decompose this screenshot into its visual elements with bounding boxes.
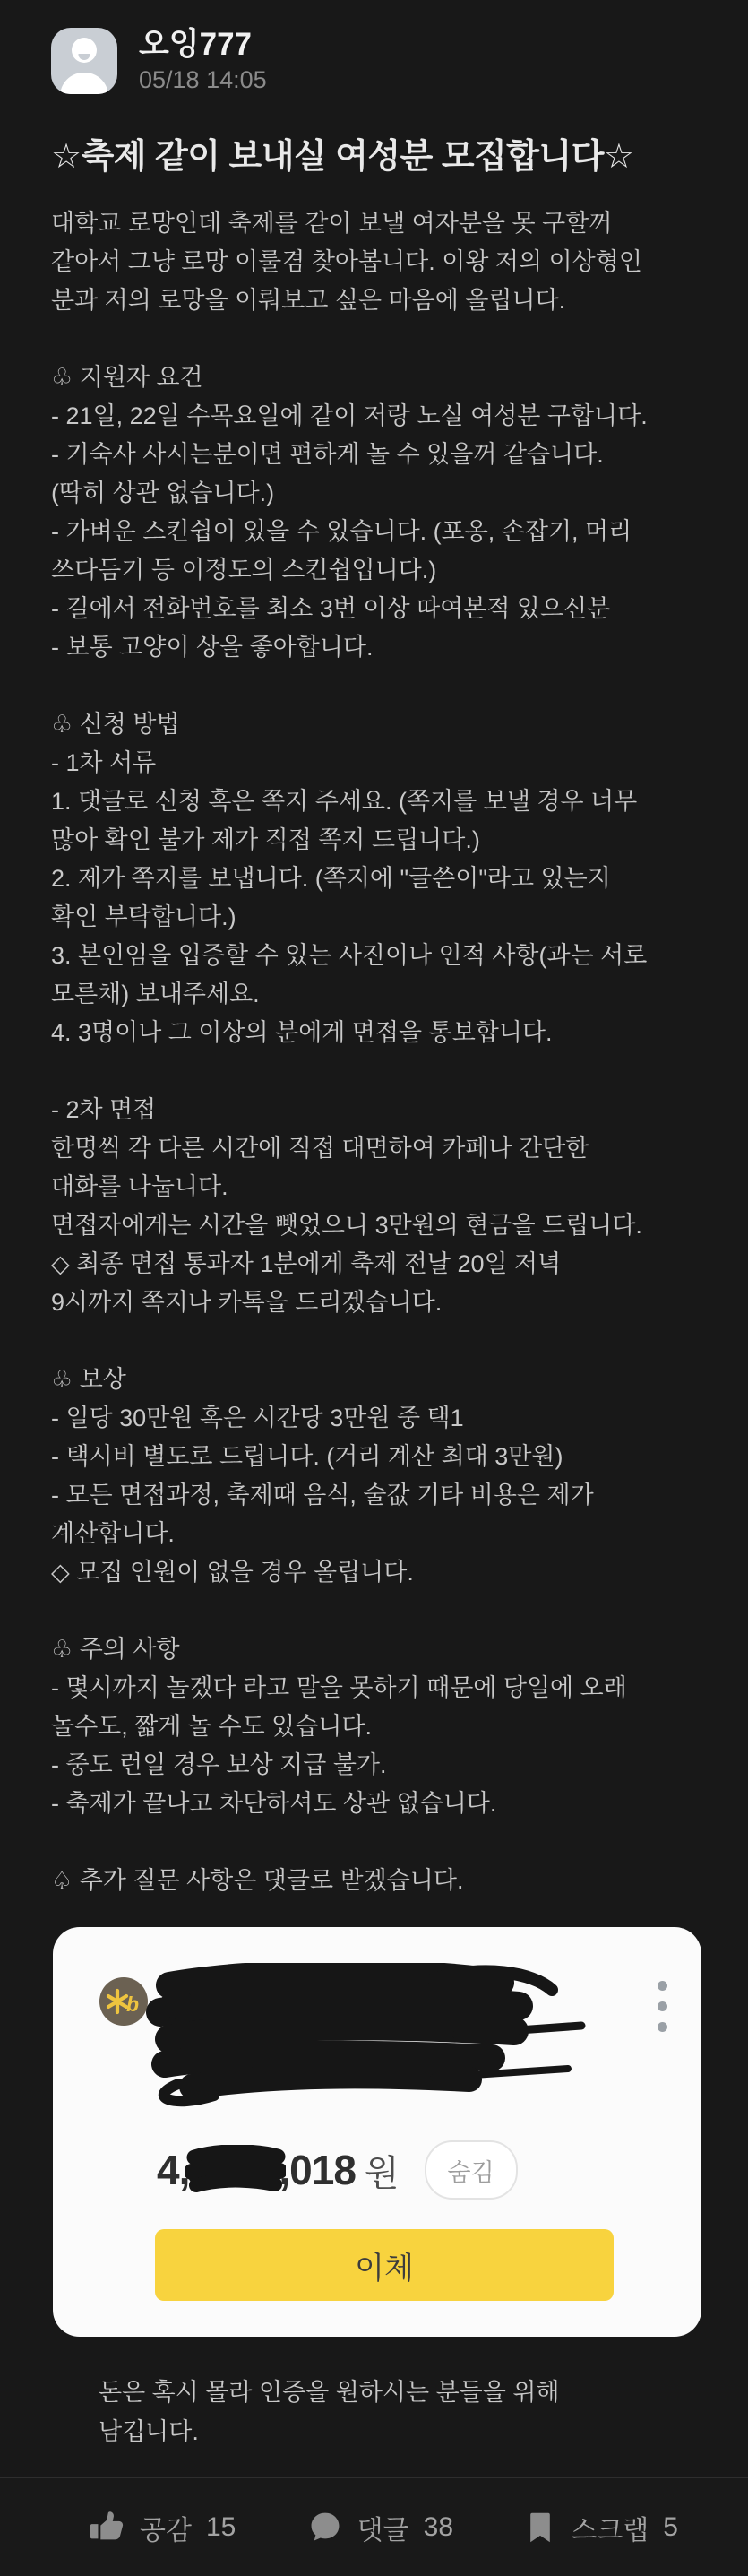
- post-line: 면접자에게는 시간을 뺏었으니 3만원의 현금을 드립니다.: [51, 1212, 642, 1239]
- dot: [658, 2001, 667, 2011]
- caption-line: 돈은 혹시 몰라 인증을 원하시는 분들을 위해: [99, 2379, 560, 2406]
- post-body: [51, 204, 697, 1900]
- like-label: 공감: [140, 2515, 192, 2546]
- post-line: - 1차 서류: [51, 749, 157, 776]
- post-line: 대학교 로망인데 축제를 같이 보낼 여자분을 못 구할꺼: [51, 210, 613, 237]
- post-line: [51, 1052, 697, 1091]
- post-line: 모른채) 보내주세요.: [51, 981, 260, 1007]
- post-line: 대화를 나눕니다.: [51, 1173, 228, 1200]
- post-line: ♧ 주의 사항: [51, 1636, 180, 1663]
- post-line: - 택시비 별도로 드립니다. (거리 계산 최대 3만원): [51, 1443, 563, 1470]
- post-line: 3. 본인임을 입증할 수 있는 사진이나 인적 사항(과는 서로: [51, 942, 648, 969]
- author-block: [139, 27, 267, 95]
- hide-balance-badge: 숨김: [425, 2140, 518, 2200]
- comments-button[interactable]: [307, 2508, 453, 2547]
- post-line: - 길에서 전화번호를 최소 3번 이상 따여본적 있으신분: [51, 595, 611, 622]
- post-line: 놀수도, 짧게 놀 수도 있습니다.: [51, 1713, 372, 1740]
- post-line: - 축제가 끝나고 차단하셔도 상관 없습니다.: [51, 1790, 497, 1817]
- post-line: - 몇시까지 놀겠다 라고 말을 못하기 때문에 당일에 오래: [51, 1674, 627, 1701]
- post-line: ◇ 모집 인원이 없을 경우 올립니다.: [51, 1559, 414, 1586]
- post-title: ☆축제 같이 보내실 여성분 모집합니다☆: [51, 138, 634, 176]
- post-line: 한명씩 각 다른 시간에 직접 대면하여 카페나 간단한: [51, 1135, 589, 1162]
- profile-avatar[interactable]: [51, 28, 117, 94]
- bookmark-icon: [524, 2510, 556, 2546]
- post-line: [51, 1592, 697, 1630]
- post-line: [51, 1823, 697, 1862]
- comment-bubble-icon: [307, 2510, 343, 2546]
- balance-suffix: ,018: [279, 2147, 356, 2193]
- bank-screenshot-attachment[interactable]: [53, 1927, 701, 2337]
- like-button[interactable]: [88, 2508, 236, 2547]
- post-line: [51, 1322, 697, 1361]
- card-more-menu-icon: [658, 1981, 667, 2032]
- post-line: ◇ 최종 면접 통과자 1분에게 축제 전날 20일 저녁: [51, 1250, 562, 1277]
- post-caption: [99, 2373, 697, 2451]
- balance-redaction-scribble: [185, 2145, 286, 2195]
- redaction-scribble: [138, 1963, 595, 2111]
- post-line: 2. 제가 쪽지를 보냅니다. (쪽지에 "글쓴이"라고 있는지: [51, 865, 611, 892]
- author-name[interactable]: 오잉777: [139, 27, 253, 62]
- post-line: ♧ 지원자 요건: [51, 364, 203, 391]
- thumbs-up-icon: [88, 2509, 125, 2546]
- post-line: 쓰다듬기 등 이정도의 스킨쉽입니다.): [51, 557, 437, 583]
- post-line: - 중도 런일 경우 보상 지급 불가.: [51, 1751, 387, 1778]
- comments-count: 38: [423, 2511, 454, 2542]
- post-footer-bar: [0, 2477, 748, 2576]
- post-line: 분과 저의 로망을 이뤄보고 싶은 마음에 올립니다.: [51, 287, 566, 314]
- post-line: [51, 320, 697, 359]
- post-line: - 보통 고양이 상을 좋아합니다.: [51, 634, 374, 661]
- post-line: (딱히 상관 없습니다.): [51, 480, 275, 506]
- post-line: - 21일, 22일 수목요일에 같이 저랑 노실 여성분 구합니다.: [51, 402, 648, 429]
- svg-text:b: b: [126, 1993, 140, 2016]
- post-timestamp: 05/18 14:05: [139, 66, 267, 93]
- scrap-button[interactable]: [524, 2508, 678, 2547]
- post-line: - 기숙사 사시는분이면 편하게 놀 수 있을꺼 같습니다.: [51, 441, 604, 468]
- post-line: 확인 부탁합니다.): [51, 903, 236, 930]
- post-line: 계산합니다.: [51, 1520, 175, 1547]
- currency-label: 원: [364, 2153, 400, 2193]
- post-line: 1. 댓글로 신청 혹은 쪽지 주세요. (쪽지를 보낼 경우 너무: [51, 788, 638, 815]
- dot: [658, 1981, 667, 1991]
- like-count: 15: [205, 2511, 236, 2542]
- post-line: - 2차 면접: [51, 1096, 157, 1123]
- post-line: ♤ 추가 질문 사항은 댓글로 받겠습니다.: [51, 1867, 464, 1894]
- caption-line: 남깁니다.: [99, 2418, 199, 2445]
- post-line: ♧ 신청 방법: [51, 711, 180, 738]
- post-line: 같아서 그냥 로망 이룰겸 찾아봅니다. 이왕 저의 이상형인: [51, 248, 642, 275]
- transfer-button: 이체: [155, 2229, 614, 2301]
- scrap-label: 스크랩: [571, 2515, 649, 2546]
- account-balance-row: [157, 2140, 518, 2200]
- avatar-torso: [60, 73, 108, 94]
- comments-label: 댓글: [357, 2515, 409, 2546]
- scrap-count: 5: [663, 2511, 678, 2542]
- post-line: - 가벼운 스킨쉽이 있을 수 있습니다. (포옹, 손잡기, 머리: [51, 518, 632, 545]
- post-line: 4. 3명이나 그 이상의 분에게 면접을 통보합니다.: [51, 1019, 553, 1046]
- balance-prefix: 4,: [157, 2147, 190, 2193]
- post-line: [51, 667, 697, 705]
- post-line: 많아 확인 불가 제가 직접 쪽지 드립니다.): [51, 826, 480, 853]
- post-line: - 모든 면접과정, 축제때 음식, 술값 기타 비용은 제가: [51, 1482, 594, 1508]
- post-line: ♧ 보상: [51, 1366, 126, 1393]
- post-header[interactable]: [51, 27, 697, 95]
- post-line: 9시까지 쪽지나 카톡을 드리겠습니다.: [51, 1289, 443, 1316]
- post-line: - 일당 30만원 혹은 시간당 3만원 중 택1: [51, 1405, 464, 1431]
- dot: [658, 2022, 667, 2032]
